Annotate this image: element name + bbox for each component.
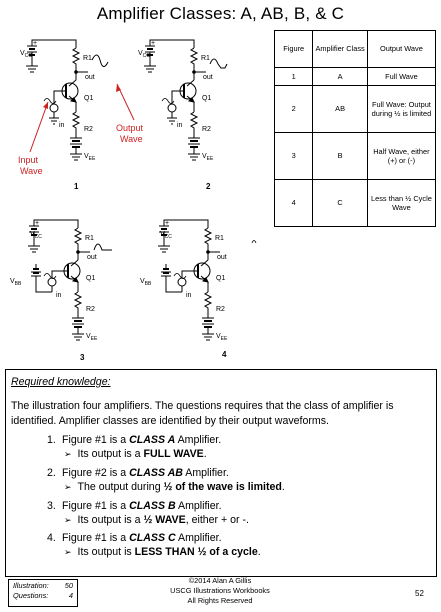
- in-label-2: in: [177, 122, 183, 129]
- plus-label-2: +: [151, 40, 156, 47]
- vee-label-4: $V_{EE}$: [216, 333, 228, 342]
- r2-label-2: R2: [202, 126, 211, 133]
- r1-label-1: R1: [83, 55, 92, 62]
- input-wave-label-line1: Input: [18, 155, 39, 165]
- output-wave-label-line2: Wave: [120, 134, 143, 144]
- vee-label-2: $V_{EE}$: [202, 153, 214, 162]
- item-number: 4.: [47, 532, 56, 545]
- table-cell: A: [313, 68, 368, 86]
- vee-label-3: $V_{EE}$: [86, 333, 98, 342]
- page-title: Amplifier Classes: A, AB, B, & C: [96, 4, 345, 23]
- header-output-wave: Output Wave: [367, 31, 435, 68]
- figure-1-circuit: [26, 40, 108, 160]
- item-number: 3.: [47, 499, 56, 512]
- input-wave-label-line2: Wave: [20, 166, 43, 176]
- table-cell: B: [313, 133, 368, 180]
- table-cell: Full Wave: [367, 68, 435, 86]
- out-label-3: out: [87, 254, 97, 261]
- illustration-count-box: [8, 579, 78, 607]
- table-cell: 2: [275, 86, 313, 133]
- footer-copyright: [120, 576, 320, 606]
- amplifier-circuits: [0, 28, 272, 368]
- arrow-bullet-icon: ➢: [64, 547, 72, 558]
- in-label-3: in: [56, 292, 62, 299]
- vcc-label-2: $V_{CC}$: [138, 50, 150, 59]
- out-label-1: out: [85, 74, 95, 81]
- q1-label-3: Q1: [86, 275, 96, 282]
- table-cell: AB: [313, 86, 368, 133]
- item-number: 2.: [47, 466, 56, 479]
- figure-number-4: 4: [222, 350, 227, 359]
- plus-label-1: +: [33, 40, 38, 47]
- item-number: 1.: [47, 433, 56, 446]
- questions-value: 4: [68, 590, 73, 600]
- figure-4-circuit: [158, 220, 256, 340]
- r2-label-1: R2: [84, 126, 93, 133]
- table-row: [275, 133, 436, 180]
- page-number: 52: [415, 589, 424, 598]
- table-row: [275, 68, 436, 86]
- table-cell: 3: [275, 133, 313, 180]
- out-label-2: out: [203, 74, 213, 81]
- q1-label-2: Q1: [202, 95, 212, 102]
- arrow-bullet-icon: ➢: [64, 448, 72, 459]
- figure-number-2: 2: [206, 182, 211, 191]
- table-cell: 1: [275, 68, 313, 86]
- vcc-label-1: $V_{CC}$: [20, 50, 32, 59]
- arrow-bullet-icon: ➢: [64, 514, 72, 525]
- r2-label-4: R2: [216, 306, 225, 313]
- figure-number-3: 3: [80, 353, 85, 362]
- knowledge-heading: Required knowledge:: [11, 376, 111, 388]
- r1-label-2: R1: [201, 55, 210, 62]
- plus-label-3: +: [35, 220, 40, 227]
- table-header-row: [275, 31, 436, 68]
- r1-label-4: R1: [215, 235, 224, 242]
- illustration-value: 50: [64, 581, 73, 590]
- input-wave-annotation: [30, 102, 48, 152]
- table-cell: Less than ½ Cycle Wave: [367, 180, 435, 227]
- in-label-4: in: [186, 292, 192, 299]
- vee-label-1: $V_{EE}$: [84, 153, 96, 162]
- r2-label-3: R2: [86, 306, 95, 313]
- header-amplifier-class: Amplifier Class: [313, 31, 368, 68]
- knowledge-item: 1. Figure #1 is a CLASS A Amplifier. ➢ Its output is a FULL WAVE.: [47, 433, 222, 460]
- output-wave-label-line1: Output: [116, 123, 144, 133]
- illustration-label: Illustration:: [13, 581, 49, 590]
- output-wave-annotation: [116, 84, 134, 120]
- amplifier-class-table: [274, 30, 436, 227]
- required-knowledge-box: [5, 369, 437, 577]
- figure-number-1: 1: [74, 182, 79, 191]
- table-row: [275, 86, 436, 133]
- header-figure: Figure: [275, 31, 313, 68]
- questions-label: Questions:: [13, 590, 49, 600]
- table-cell: C: [313, 180, 368, 227]
- knowledge-intro: The illustration four amplifiers. The questions requires that the class of amplifier is identified. Amplifier classes are identified by their output waveforms.: [11, 400, 394, 427]
- copyright-line: ©2014 Alan A Gillis: [188, 576, 252, 585]
- q1-label-1: Q1: [84, 95, 94, 102]
- knowledge-item: 4. Figure #1 is a CLASS C Amplifier. ➢ Its output is LESS THAN ½ of a cycle.: [47, 532, 261, 559]
- out-label-4: out: [217, 254, 227, 261]
- vbb-label-3: $V_{BB}$: [10, 278, 22, 287]
- table-cell: Full Wave: Output during ½ is limited: [367, 86, 435, 133]
- r1-label-3: R1: [85, 235, 94, 242]
- table-row: [275, 180, 436, 227]
- vcc-label-4: $V_{CC}$: [160, 231, 172, 240]
- table-cell: 4: [275, 180, 313, 227]
- knowledge-item: 3. Figure #1 is a CLASS B Amplifier. ➢ Its output is a ½ WAVE, either + or -.: [47, 499, 249, 526]
- rights-line: All Rights Reserved: [187, 595, 253, 605]
- q1-label-4: Q1: [216, 275, 226, 282]
- knowledge-item: 2. Figure #2 is a CLASS AB Amplifier. ➢ The output during ½ of the wave is limited.: [47, 466, 285, 493]
- in-label-1: in: [59, 122, 65, 129]
- figure-2-circuit: [144, 40, 227, 160]
- plus-label-4: +: [165, 220, 170, 227]
- arrow-bullet-icon: ➢: [64, 481, 72, 492]
- vbb-label-4: $V_{BB}$: [140, 278, 152, 287]
- table-cell: Half Wave, either (+) or (-): [367, 133, 435, 180]
- vcc-label-3: $V_{CC}$: [30, 231, 42, 240]
- workbooks-line: USCG Illustrations Workbooks: [170, 585, 270, 595]
